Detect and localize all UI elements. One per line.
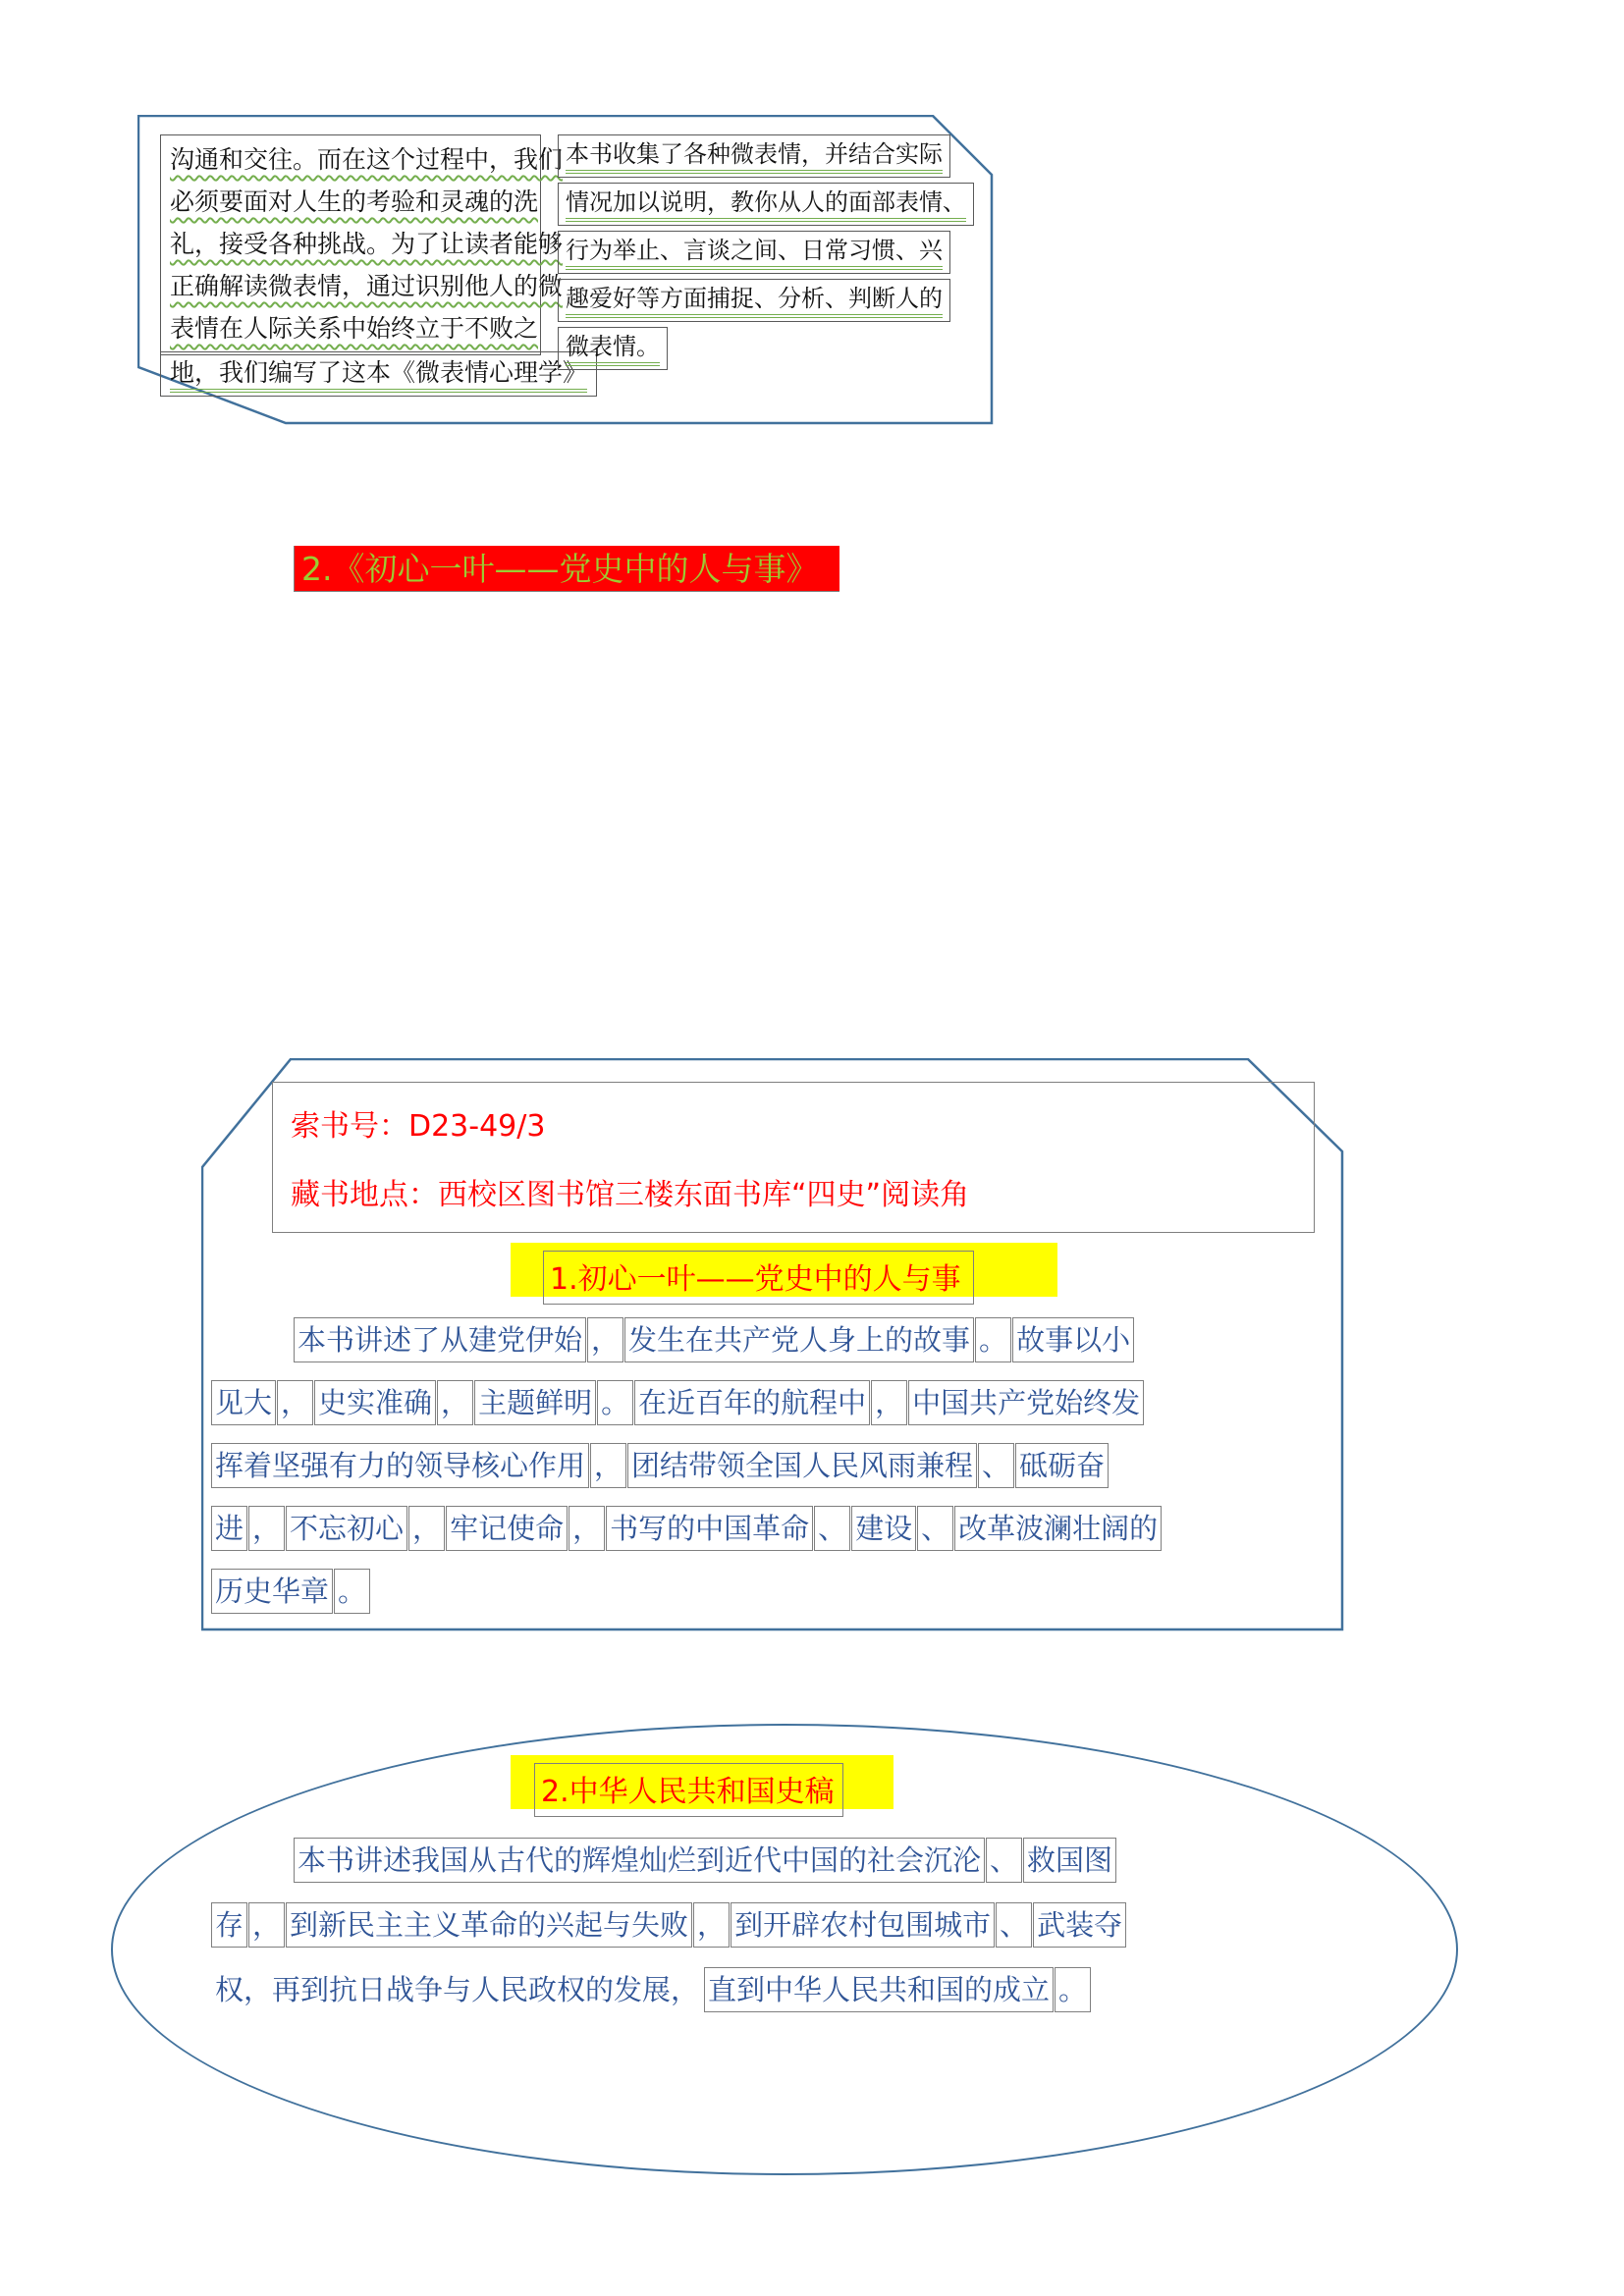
paragraph-line-text: 正确解读微表情，通过识别他人的微 xyxy=(170,272,564,300)
paragraph-line xyxy=(211,1371,1163,1434)
text-segment: 权，再到抗日战争与人民政权的发展， xyxy=(215,1973,700,2006)
text-segment: 到开辟农村包围城市 xyxy=(731,1902,995,1948)
book2-title: 2.中华人民共和国史稿 xyxy=(534,1763,843,1817)
paragraph-box-right xyxy=(558,134,974,370)
paragraph-line-text: 礼，接受各种挑战。为了让读者能够 xyxy=(170,230,564,258)
paragraph-line-box xyxy=(160,351,597,397)
text-segment: 。 xyxy=(1055,1967,1091,2012)
text-segment: 团结带领全国人民风雨兼程 xyxy=(627,1443,977,1488)
text-segment: 、 xyxy=(986,1838,1022,1883)
paragraph-line xyxy=(211,1893,1127,1957)
paragraph-line xyxy=(211,1308,1163,1371)
text-segment: 牢记使命 xyxy=(446,1506,568,1551)
text-segment: 建设 xyxy=(851,1506,916,1551)
text-segment: 挥着坚强有力的领导核心作用 xyxy=(211,1443,589,1488)
paragraph-line-box xyxy=(558,279,950,322)
text-segment: 存 xyxy=(211,1902,247,1948)
paragraph-line-text: 趣爱好等方面捕捉、分析、判断人的 xyxy=(566,285,943,318)
paragraph-line-box xyxy=(558,183,974,226)
paragraph-line-box xyxy=(558,327,668,370)
text-segment: 书写的中国革命 xyxy=(606,1506,813,1551)
paragraph-line-text: 行为举止、言谈之间、日常习惯、兴 xyxy=(566,237,943,270)
text-segment: 、 xyxy=(814,1506,850,1551)
paragraph-line-text: 表情在人际关系中始终立于不败之 xyxy=(170,314,539,343)
paragraph-line-text: 必须要面对人生的考验和灵魂的洗 xyxy=(170,187,539,216)
section-heading-banner xyxy=(294,546,839,592)
text-segment: 。 xyxy=(975,1317,1011,1362)
text-segment: ， xyxy=(437,1380,473,1425)
section-heading-text: 2.《初心一叶——党史中的人与事》 xyxy=(301,550,819,588)
text-segment: ， xyxy=(248,1506,285,1551)
paragraph-line xyxy=(170,265,564,307)
paragraph-line-text: 情况加以说明，教你从人的面部表情、 xyxy=(566,188,966,222)
text-segment: 不忘初心 xyxy=(286,1506,407,1551)
paragraph-line-box xyxy=(558,134,950,178)
paragraph-line xyxy=(170,138,564,181)
text-segment: 武装夺 xyxy=(1033,1902,1126,1948)
text-segment: 直到中华人民共和国的成立 xyxy=(704,1967,1054,2012)
text-segment: 在近百年的航程中 xyxy=(634,1380,870,1425)
text-segment: ， xyxy=(693,1902,730,1948)
text-segment: ， xyxy=(590,1443,626,1488)
text-segment: 见大 xyxy=(211,1380,276,1425)
paragraph-line xyxy=(211,1828,1127,1893)
paragraph-line-text: 微表情。 xyxy=(566,333,660,366)
paragraph-line xyxy=(211,1434,1163,1497)
text-segment: 、 xyxy=(978,1443,1014,1488)
book1-title: 1.初心一叶——党史中的人与事 xyxy=(543,1251,974,1305)
book2-paragraph xyxy=(211,1828,1127,2022)
text-segment: 到新民主主义革命的兴起与失败 xyxy=(286,1902,692,1948)
text-segment: 砥砺奋 xyxy=(1015,1443,1109,1488)
text-segment: 救国图 xyxy=(1023,1838,1116,1883)
paragraph-line-text: 地，我们编写了这本《微表情心理学》 xyxy=(170,358,587,393)
text-segment: 主题鲜明 xyxy=(474,1380,596,1425)
text-segment: ， xyxy=(277,1380,313,1425)
text-segment: 、 xyxy=(996,1902,1032,1948)
call-number-text: 索书号：D23-49/3 xyxy=(291,1109,546,1144)
text-segment: ， xyxy=(871,1380,907,1425)
text-segment: ， xyxy=(587,1317,623,1362)
text-segment: 改革波澜壮阔的 xyxy=(954,1506,1162,1551)
text-segment: 历史华章 xyxy=(211,1569,333,1614)
paragraph-line xyxy=(170,223,564,265)
text-segment: 发生在共产党人身上的故事 xyxy=(624,1317,974,1362)
paragraph-line xyxy=(170,181,540,223)
text-segment: 。 xyxy=(597,1380,633,1425)
paragraph-line xyxy=(211,1957,1127,2022)
paragraph-line xyxy=(211,1560,1163,1623)
text-segment: 本书讲述我国从古代的辉煌灿烂到近代中国的社会沉沦 xyxy=(294,1838,985,1883)
text-segment: 故事以小 xyxy=(1012,1317,1134,1362)
paragraph-line-text: 沟通和交往。而在这个过程中，我们 xyxy=(170,145,564,174)
text-segment: 中国共产党始终发 xyxy=(908,1380,1144,1425)
text-segment: 本书讲述了从建党伊始 xyxy=(294,1317,586,1362)
text-segment: 史实准确 xyxy=(314,1380,436,1425)
paragraph-line-text: 本书收集了各种微表情，并结合实际 xyxy=(566,140,943,174)
paragraph-line-box xyxy=(558,231,950,274)
location-text: 藏书地点：西校区图书馆三楼东面书库“四史”阅读角 xyxy=(291,1178,970,1212)
text-segment: 。 xyxy=(334,1569,370,1614)
text-segment: 、 xyxy=(917,1506,953,1551)
book2-title-highlight xyxy=(511,1755,893,1809)
paragraph-line xyxy=(211,1497,1163,1560)
text-segment: ， xyxy=(408,1506,445,1551)
call-number-box xyxy=(272,1082,1315,1233)
text-segment: 进 xyxy=(211,1506,247,1551)
text-segment: ， xyxy=(568,1506,605,1551)
book1-paragraph xyxy=(211,1308,1163,1623)
book1-title-highlight xyxy=(511,1243,1057,1297)
paragraph-line xyxy=(170,307,540,349)
text-segment: ， xyxy=(248,1902,285,1948)
paragraph-box-left xyxy=(160,134,564,355)
